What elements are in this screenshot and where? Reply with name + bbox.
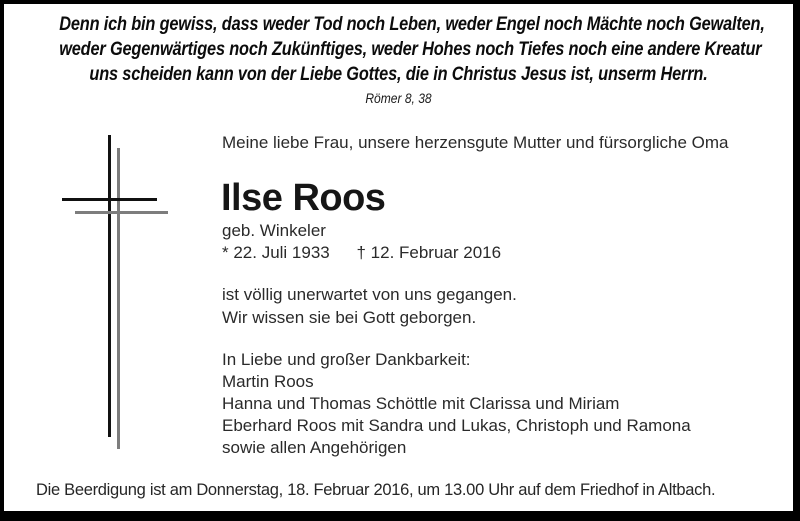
- quote-line-1: Denn ich bin gewiss, dass weder Tod noch Leben, weder Engel noch Mächte noch Gewalten,: [59, 14, 765, 35]
- mourner-line-3: Eberhard Roos mit Sandra und Lukas, Christoph und Ramona: [222, 416, 691, 435]
- quote-citation: Römer 8, 38: [365, 90, 432, 106]
- passing-line-2: Wir wissen sie bei Gott geborgen.: [222, 308, 477, 327]
- life-dates: [222, 243, 501, 263]
- quote-line-3: uns scheiden kann von der Liebe Gottes, die in Christus Jesus ist, unserm Herrn.: [89, 64, 708, 85]
- cross-black-horizontal-bar: [62, 198, 157, 201]
- mourners-list: [222, 349, 691, 459]
- quote-line-2: weder Gegenwärtiges noch Zukünftiges, weder Hohes noch Tiefes noch eine andere Kreatur: [59, 39, 762, 60]
- birth-date: * 22. Juli 1933: [222, 243, 330, 262]
- cross-gray-horizontal-bar: [75, 211, 168, 214]
- cross-black-vertical-bar: [108, 135, 111, 437]
- maiden-name: geb. Winkeler: [222, 221, 326, 240]
- scripture-quote: [59, 12, 765, 106]
- passing-line-1: ist völlig unerwartet von uns gegangen.: [222, 285, 517, 304]
- cross-gray-vertical-bar: [117, 148, 120, 449]
- death-date: † 12. Februar 2016: [356, 243, 502, 262]
- mourner-line-1: Martin Roos: [222, 372, 314, 391]
- dedication-line: Meine liebe Frau, unsere herzensgute Mutter und fürsorgliche Oma: [222, 133, 729, 152]
- mourner-line-2: Hanna und Thomas Schöttle mit Clarissa und Miriam: [222, 394, 620, 413]
- mourner-line-4: sowie allen Angehörigen: [222, 438, 407, 457]
- mourners-heading: In Liebe und großer Dankbarkeit:: [222, 350, 471, 369]
- passing-text: [222, 283, 517, 329]
- funeral-announcement: Die Beerdigung ist am Donnerstag, 18. Februar 2016, um 13.00 Uhr auf dem Friedhof in Altbach.: [36, 481, 716, 499]
- deceased-name: Ilse Roos: [221, 177, 386, 219]
